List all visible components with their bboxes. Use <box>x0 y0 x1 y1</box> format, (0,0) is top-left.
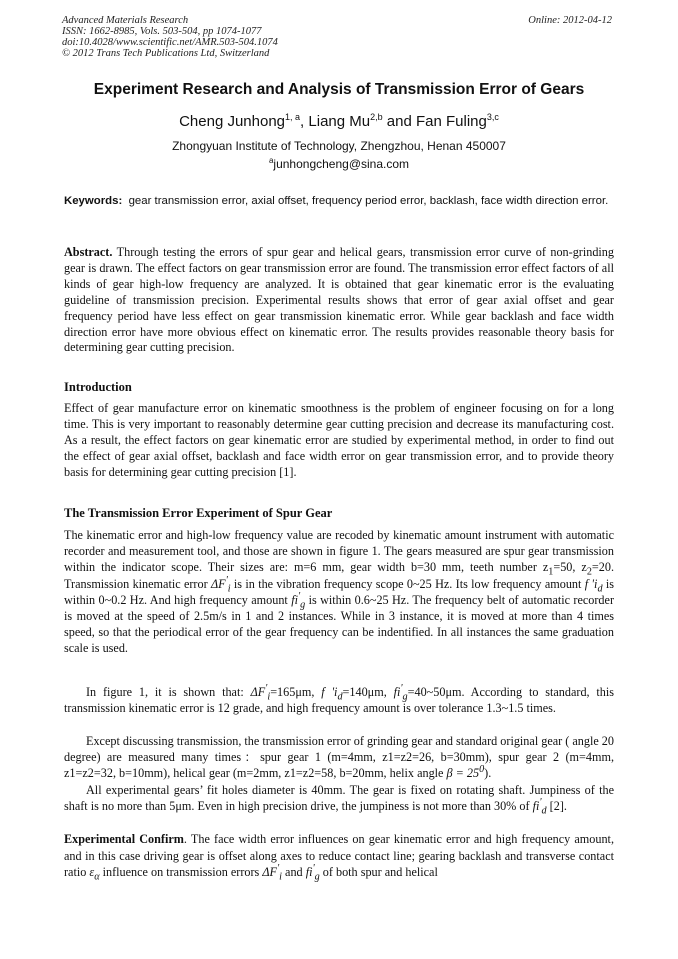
math-subscript: g <box>300 599 306 611</box>
math-prime: ' <box>297 590 301 602</box>
text-run: [2]. <box>546 799 567 814</box>
author-affil-marker: 1, a <box>285 112 301 122</box>
keywords-label: Keywords: <box>64 195 123 207</box>
math-symbol: fi <box>305 865 313 880</box>
copyright-line: © 2012 Trans Tech Publications Ltd, Switzerland <box>62 48 270 59</box>
math-subscript: α <box>94 871 100 883</box>
abstract <box>64 245 614 356</box>
math-fi-g <box>291 590 306 611</box>
spur-gear-paragraph-2 <box>64 684 614 716</box>
math-symbol: f 'i <box>584 576 598 591</box>
experimental-confirm-paragraph <box>64 831 614 881</box>
text-run: =40~50μm. According to standard, this transmission kinematic error is 12 grade, and high frequency amount is over tolerance 1.3~1.5 times. <box>64 685 615 716</box>
keywords-text: gear transmission error, axial offset, frequency period error, backlash, face width direction error. <box>128 195 609 207</box>
math-symbol: fi <box>393 685 401 699</box>
author-email: junhongcheng@sina.com <box>273 157 410 171</box>
math-subscript: d <box>597 583 603 595</box>
journal-header <box>62 15 278 59</box>
math-symbol: β = 25 <box>446 766 480 781</box>
subscript: 2 <box>586 566 592 578</box>
affiliation: Zhongyuan Institute of Technology, Zhengzhou, Henan 450007 <box>172 139 506 153</box>
spur-gear-paragraph-3 <box>64 733 614 782</box>
author-name: Liang Mu <box>308 113 371 130</box>
text-run: influence on transmission errors <box>99 865 263 880</box>
paper-title: Experiment Research and Analysis of Transmission Error of Gears <box>93 81 585 98</box>
text-run: and <box>281 865 306 880</box>
math-f-i-d <box>584 576 603 595</box>
abstract-text: Through testing the errors of spur gear and helical gears, transmission error curve of non-grinding gear is drawn. The effect factors on gear transmission error are found. The transmission error effect factors of all kinds of gear high-low frequency are analyzed. It is obtained that gear kinematic error is the evaluating guideline of transmission precision. Experimental results shows that error of gear axial offset and gear frequency period have less effect on gear transmission kinematic error. While gear backlash and face width direction error have more obvious effect on kinematic error. The results provides reasonable theory basis for determining gear cutting precision. <box>64 245 614 355</box>
math-symbol: ε <box>89 865 95 880</box>
journal-name: Advanced Materials Research <box>62 15 189 26</box>
introduction-paragraph: Effect of gear manufacture error on kinematic smoothness is the problem of engineer focusing on for a long time. This is very important to reasonably determine gear cutting precision and decrease its manufacturing cost. As a result, the effect factors on gear kinematic error are studied by experimental method, in order to find out the effect of gear axial offset, backlash and face width error on gear transmission error, and to provide theory basis for determining gear cutting precision [1]. <box>64 401 614 479</box>
math-subscript: d <box>541 805 547 817</box>
math-prime: ' <box>539 797 542 809</box>
math-subscript: d <box>337 691 343 703</box>
text-run: ). <box>484 766 492 781</box>
text-run: =165μm, <box>270 685 322 699</box>
math-symbol: ΔF <box>262 865 277 880</box>
math-fi-g <box>305 863 320 883</box>
math-subscript: i <box>227 583 231 595</box>
math-symbol: ΔF <box>210 576 226 591</box>
math-subscript: g <box>402 691 408 703</box>
math-symbol: f 'i <box>321 685 338 699</box>
section-heading-spur-gear: The Transmission Error Experiment of Spur Gear <box>64 506 333 520</box>
text-run: In figure 1, it is shown that: <box>86 685 251 699</box>
math-prime: ' <box>225 574 228 586</box>
author-name: Fan Fuling <box>416 113 487 130</box>
author-affil-marker: 3,c <box>486 112 499 122</box>
math-delta-F <box>262 863 282 883</box>
math-helix-angle <box>447 766 485 780</box>
text-run: is within 0~0.2 Hz. And high frequency amount <box>64 576 614 607</box>
math-prime: ' <box>312 863 315 875</box>
author-separator: , <box>300 113 309 130</box>
math-symbol: fi <box>291 592 298 607</box>
text-run: The kinematic error and high-low frequency value are recoded by kinematic amount instrument with automatic recorder and measurement tool, and those are shown in figure 1. The gears measured are spur gear transmission within the indicator scope. Their sizes are: m=6 mm, gear width b=30 mm, teeth number z <box>64 528 614 575</box>
math-symbol: ΔF <box>250 685 266 699</box>
author-affil-marker: 2,b <box>370 112 383 122</box>
text-run: =140μm, <box>342 685 394 699</box>
email-line <box>0 157 678 171</box>
abstract-label: Abstract. <box>64 245 113 259</box>
email-marker: a <box>268 156 274 165</box>
author-separator: and <box>382 113 416 130</box>
online-date: Online: 2012-04-12 <box>528 15 612 26</box>
math-prime: ' <box>400 682 403 694</box>
math-prime: ' <box>276 863 280 875</box>
keywords <box>64 194 614 209</box>
experimental-confirm-label: Experimental Confirm <box>64 832 184 846</box>
spur-gear-paragraph-4 <box>64 782 614 817</box>
math-subscript: i <box>279 871 282 883</box>
author-name: Cheng Junhong <box>179 113 286 130</box>
text-run: All experimental gears’ fit holes diameter is 40mm. The gear is fixed on rotating shaft. Jumpiness of the shaft is no more than 5μm. Even in high precision drive, the jumpiness is not more than 30% of <box>64 783 614 814</box>
text-run: is within 0.6~25 Hz. The frequency belt of automatic recorder is moved at the speed of 2.5m/s in 1 and 2 instances. While in 3 instance, it is moved at more than 4 times speed, so that the periodical error of the gear frequency can be indentified. In all instances the same graduation scale is used. <box>64 592 614 656</box>
text-run: =50, z <box>553 560 587 575</box>
text-run: of both spur and helical <box>319 865 438 880</box>
text-run: Except discussing transmission, the transmission error of grinding gear and standard original gear ( angle 20 degree) are measured many times：spur gear 1 (m=4mm, z1=z2=26, b=30mm), spur gear 2 (m=4mm, z1=z2=32, b=10mm), helical gear (m=2mm, z1=z2=58, b=20mm, helix angle <box>64 734 614 781</box>
subscript: 1 <box>548 566 554 578</box>
math-prime: ' <box>265 682 268 694</box>
text-run: . The face width error influences on gear kinematic error and high frequency amount, and in this case driving gear is offset along axes to reduce contact line; gearing backlash and transverse contact ratio <box>64 832 614 880</box>
math-delta-F <box>250 682 271 703</box>
text-run: =20. Transmission kinematic error <box>64 560 614 591</box>
math-fi-g <box>393 682 408 703</box>
math-epsilon-alpha <box>89 865 100 883</box>
section-heading-introduction: Introduction <box>64 380 132 394</box>
author-line <box>0 113 678 130</box>
text-run: is in the vibration frequency scope 0~25 Hz. Its low frequency amount <box>230 576 585 591</box>
math-subscript: i <box>267 691 271 703</box>
math-fi-d <box>532 797 547 817</box>
math-f-i-d <box>321 685 343 703</box>
math-delta-F <box>210 574 231 595</box>
issn-line: ISSN: 1662-8985, Vols. 503-504, pp 1074-1077 <box>62 26 262 37</box>
spur-gear-paragraph-1 <box>64 527 614 657</box>
math-superscript: 0 <box>479 764 485 776</box>
math-symbol: fi <box>532 799 540 814</box>
doi-line: doi:10.4028/www.scientific.net/AMR.503-504.1074 <box>62 37 278 48</box>
math-subscript: g <box>314 871 320 883</box>
